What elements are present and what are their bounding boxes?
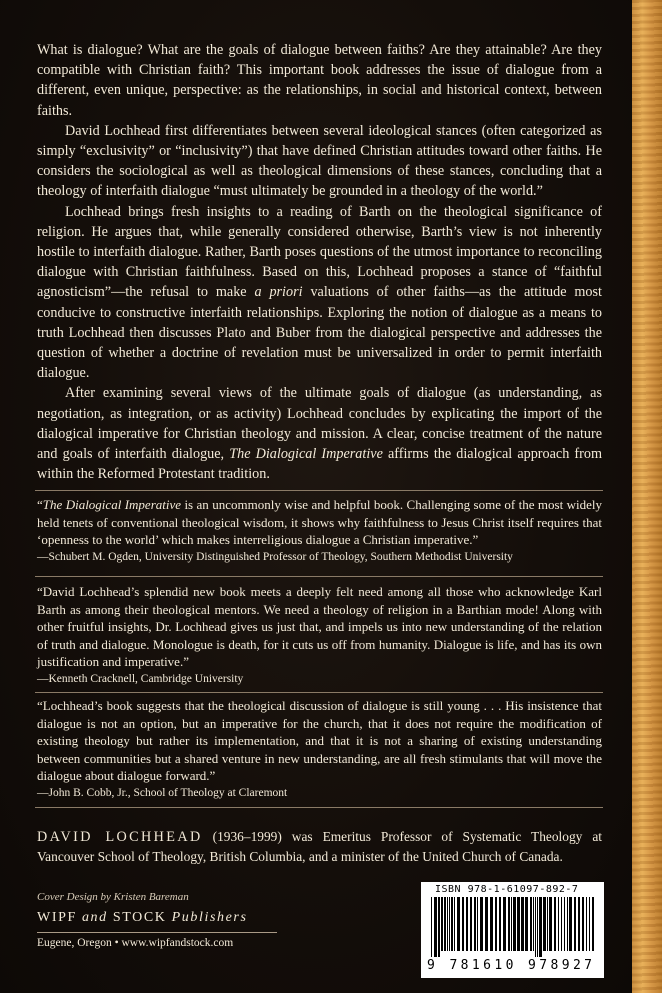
- publisher-location: Eugene, Oregon • www.wipfandstock.com: [37, 932, 277, 949]
- barcode-bar: [549, 897, 552, 951]
- barcode-bar: [535, 897, 536, 957]
- barcode-bar: [499, 897, 501, 951]
- barcode-bar: [517, 897, 520, 951]
- barcode-bar: [462, 897, 464, 951]
- barcode-bar: [574, 897, 576, 951]
- endorsement-3-attribution: —John B. Cobb, Jr., School of Theology at Claremont: [37, 786, 288, 799]
- barcode-bar: [438, 897, 440, 957]
- barcode-bar: [495, 897, 497, 951]
- barcode-bar: [447, 897, 448, 951]
- author-bio: [37, 827, 602, 866]
- barcode-bar: [474, 897, 476, 951]
- barcode-bar: [533, 897, 534, 951]
- barcode-bar: [564, 897, 565, 951]
- publisher-name-wipf: WIPF: [37, 910, 82, 925]
- author-bio-text: (1936–1999) was Emeritus Professor of Systematic Theology at Vancouver School of Theology, British Columbia, and a minister of the United Church of Canada.: [37, 829, 602, 864]
- publisher-name-publishers: Publishers: [171, 910, 248, 925]
- endorsement-1-text: [37, 496, 602, 549]
- book-description: [37, 40, 602, 484]
- barcode-bar: [547, 897, 548, 951]
- barcode-bar: [543, 897, 546, 951]
- divider-1: [35, 490, 603, 491]
- divider-3: [35, 692, 603, 693]
- barcode-bar: [470, 897, 472, 951]
- cover-design-credit: Cover Design by Kristen Bareman: [37, 891, 189, 903]
- barcode-bar: [485, 897, 488, 951]
- publisher-logo: [37, 910, 277, 949]
- blurb-paragraph-4: [37, 383, 602, 484]
- barcode-icon: [429, 897, 596, 957]
- barcode-bar: [508, 897, 510, 951]
- barcode-bar: [513, 897, 516, 951]
- barcode-bar: [582, 897, 584, 951]
- endorsement-1-open-quote: “: [37, 497, 43, 512]
- endorsement-3-text: “Lochhead’s book suggests that the theological discussion of dialogue is still young . . . His insistence that dialogue is not an option, but an imperative for the church, that it does not require the modification of existing theology but rather its implementation, and that it is not a sharing of existing understanding between communities but a shared venture in new understanding, are all fresh stimulants that will move the dialogue about dialogue forward.”: [37, 698, 602, 784]
- barcode-bar: [554, 897, 556, 951]
- barcode-bar: [592, 897, 594, 951]
- barcode-bar: [457, 897, 460, 951]
- publisher-name-and: and: [81, 910, 108, 925]
- endorsement-1: [37, 496, 602, 566]
- spine-edge: [632, 0, 662, 993]
- divider-2: [35, 576, 603, 577]
- barcode-bar: [490, 897, 493, 951]
- barcode-bar: [558, 897, 559, 951]
- divider-4: [35, 807, 603, 808]
- barcode-bar: [589, 897, 590, 951]
- barcode-bar: [454, 897, 455, 951]
- barcode-box: [421, 882, 604, 978]
- barcode-bar: [480, 897, 483, 951]
- barcode-bar: [466, 897, 468, 951]
- barcode-bar: [444, 897, 446, 951]
- endorsement-2-attribution: —Kenneth Cracknell, Cambridge University: [37, 672, 244, 685]
- barcode-bar: [586, 897, 587, 951]
- blurb-p3-text-b: valuations of other faiths—as the attitude most conducive to constructive interfaith relationships. Exploring the notion of dialogue as a means to truth Lochhead then discusses Plato and Buber from the dialogical perspective and addresses the question of whether a doctrine of revelation must be universalized in order to permit interfaith dialogue.: [37, 284, 602, 382]
- endorsement-1-attribution: —Schubert M. Ogden, University Distinguished Professor of Theology, Southern Methodist University: [37, 550, 513, 563]
- barcode-bar: [525, 897, 528, 951]
- barcode-bar: [431, 897, 432, 957]
- barcode-bar: [503, 897, 506, 951]
- barcode-bar: [578, 897, 580, 951]
- blurb-p4-text-a: After examining several views of the ultimate goals of dialogue (as understanding, as negotiation, as integration, or as activity) Lochhead concludes by explicating the import of the dialogical imperative for Christian theology and mission. A clear, concise treatment of the nature and goals of interfaith dialogue,: [37, 385, 602, 463]
- endorsement-1-body: is an uncommonly wise and helpful book. Challenging some of the most widely held tenets of conventional theological wisdom, it shows why faithfulness to Jesus Christ itself requires that ‘openness to the world’ which makes interreligious dialogue a Christian imperative.”: [37, 497, 602, 548]
- barcode-bar: [449, 897, 450, 951]
- barcode-bar: [511, 897, 512, 951]
- blurb-p3-italic: a priori: [254, 284, 303, 301]
- publisher-name: [37, 910, 277, 926]
- endorsement-2-text: “David Lochhead’s splendid new book meets a deeply felt need among all those who acknowledge Karl Barth as among their theological mentors. We need a theology of religion in a Barthian mode! Along with other fruitful insights, Dr. Lochhead gives us just that, and impels us into new understanding of the relation of truth and dialogue. Monologue is death, for it cuts us off from humanity. Dialogue is life, and has its own justification and imperative.”: [37, 584, 602, 670]
- barcode-bar: [537, 897, 538, 957]
- barcode-bar: [434, 897, 437, 957]
- blurb-p4-text-b: affirms the dialogical approach from within the Reformed Protestant tradition.: [37, 446, 602, 483]
- barcode-bar: [561, 897, 562, 951]
- barcode-bar: [441, 897, 443, 951]
- barcode-bar: [530, 897, 532, 951]
- barcode-bar: [569, 897, 572, 951]
- isbn-label: ISBN 978-1-61097-892-7: [435, 884, 579, 895]
- blurb-paragraph-2: David Lochhead first differentiates between several ideological stances (often categorized as simply “exclusivity” or “inclusivity”) that have defined Christian attitudes toward other faiths. He considers the sociological as well as theological dimensions of these stances, concluding that a theology of interfaith dialogue “must ultimately be grounded in a theology of the world.”: [37, 122, 602, 200]
- barcode-bar: [539, 897, 542, 957]
- blurb-p4-title: The Dialogical Imperative: [229, 446, 383, 463]
- barcode-bar: [451, 897, 453, 951]
- barcode-bar: [567, 897, 568, 951]
- author-name: DAVID LOCHHEAD: [37, 829, 203, 845]
- barcode-bar: [521, 897, 524, 951]
- blurb-paragraph-3: [37, 202, 602, 384]
- endorsement-1-title: The Dialogical Imperative: [42, 497, 182, 512]
- barcode-digits: 9 781610 978927: [427, 958, 596, 973]
- publisher-name-stock: STOCK: [107, 910, 172, 925]
- endorsement-3: [37, 697, 602, 803]
- barcode-bar: [477, 897, 478, 951]
- blurb-p3-text-a: Lochhead brings fresh insights to a reading of Barth on the theological significance of religion. He argues that, while generally considered otherwise, Barth’s view is not inherently hostile to interfaith dialogue. Rather, Barth poses questions of the utmost importance to reconciling dialogue with Christian faithfulness. Based on this, Lochhead proposes a stance of “faithful agnosticism”—the refusal to make: [37, 203, 602, 301]
- blurb-paragraph-1: What is dialogue? What are the goals of dialogue between faiths? Are they attainable? Are they compatible with Christian faith? This important book addresses the issue of dialogue from a different, even unique, perspective: as the relationships, in social and historical context, between faiths.: [37, 42, 602, 119]
- endorsement-2: [37, 583, 602, 689]
